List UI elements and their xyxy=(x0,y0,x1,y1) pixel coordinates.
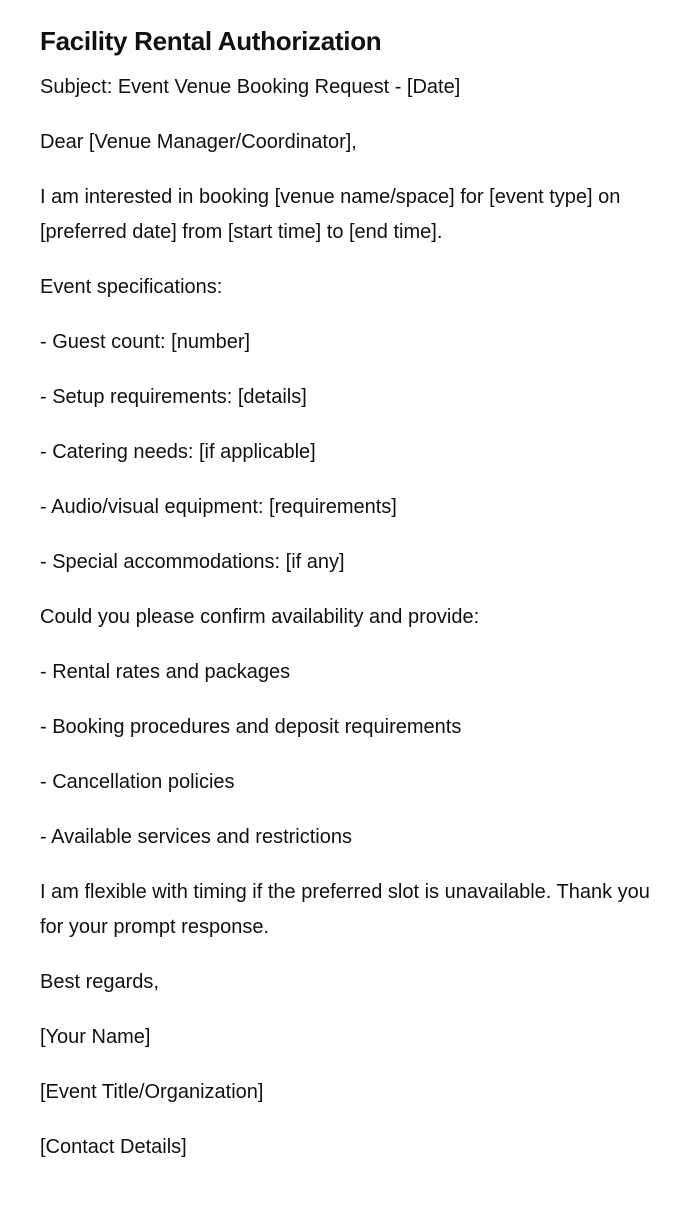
paragraph: - Available services and restrictions xyxy=(40,826,352,848)
paragraph: Dear [Venue Manager/Coordinator], xyxy=(40,131,357,153)
paragraph: - Setup requirements: [details] xyxy=(40,386,307,408)
paragraph: [Contact Details] xyxy=(40,1136,187,1158)
paragraph: - Audio/visual equipment: [requirements] xyxy=(40,496,397,518)
paragraph: - Cancellation policies xyxy=(40,771,235,793)
paragraph: I am interested in booking [venue name/space] for [event type] on [preferred date] from [start time] to [end time]. xyxy=(40,186,621,243)
paragraph: [Event Title/Organization] xyxy=(40,1081,264,1103)
document-title: Facility Rental Authorization xyxy=(40,26,382,56)
paragraph: I am flexible with timing if the preferred slot is unavailable. Thank you for your prompt response. xyxy=(40,881,650,938)
paragraph: Could you please confirm availability and provide: xyxy=(40,606,480,628)
document-body xyxy=(40,70,660,1165)
paragraph: - Catering needs: [if applicable] xyxy=(40,441,316,463)
paragraph: - Guest count: [number] xyxy=(40,331,251,353)
paragraph: Subject: Event Venue Booking Request - [Date] xyxy=(40,76,461,98)
paragraph: - Rental rates and packages xyxy=(40,661,291,683)
paragraph: Best regards, xyxy=(40,971,159,993)
paragraph: [Your Name] xyxy=(40,1026,151,1048)
paragraph: Event specifications: xyxy=(40,276,223,298)
paragraph: - Special accommodations: [if any] xyxy=(40,551,345,573)
paragraph: - Booking procedures and deposit requirements xyxy=(40,716,462,738)
